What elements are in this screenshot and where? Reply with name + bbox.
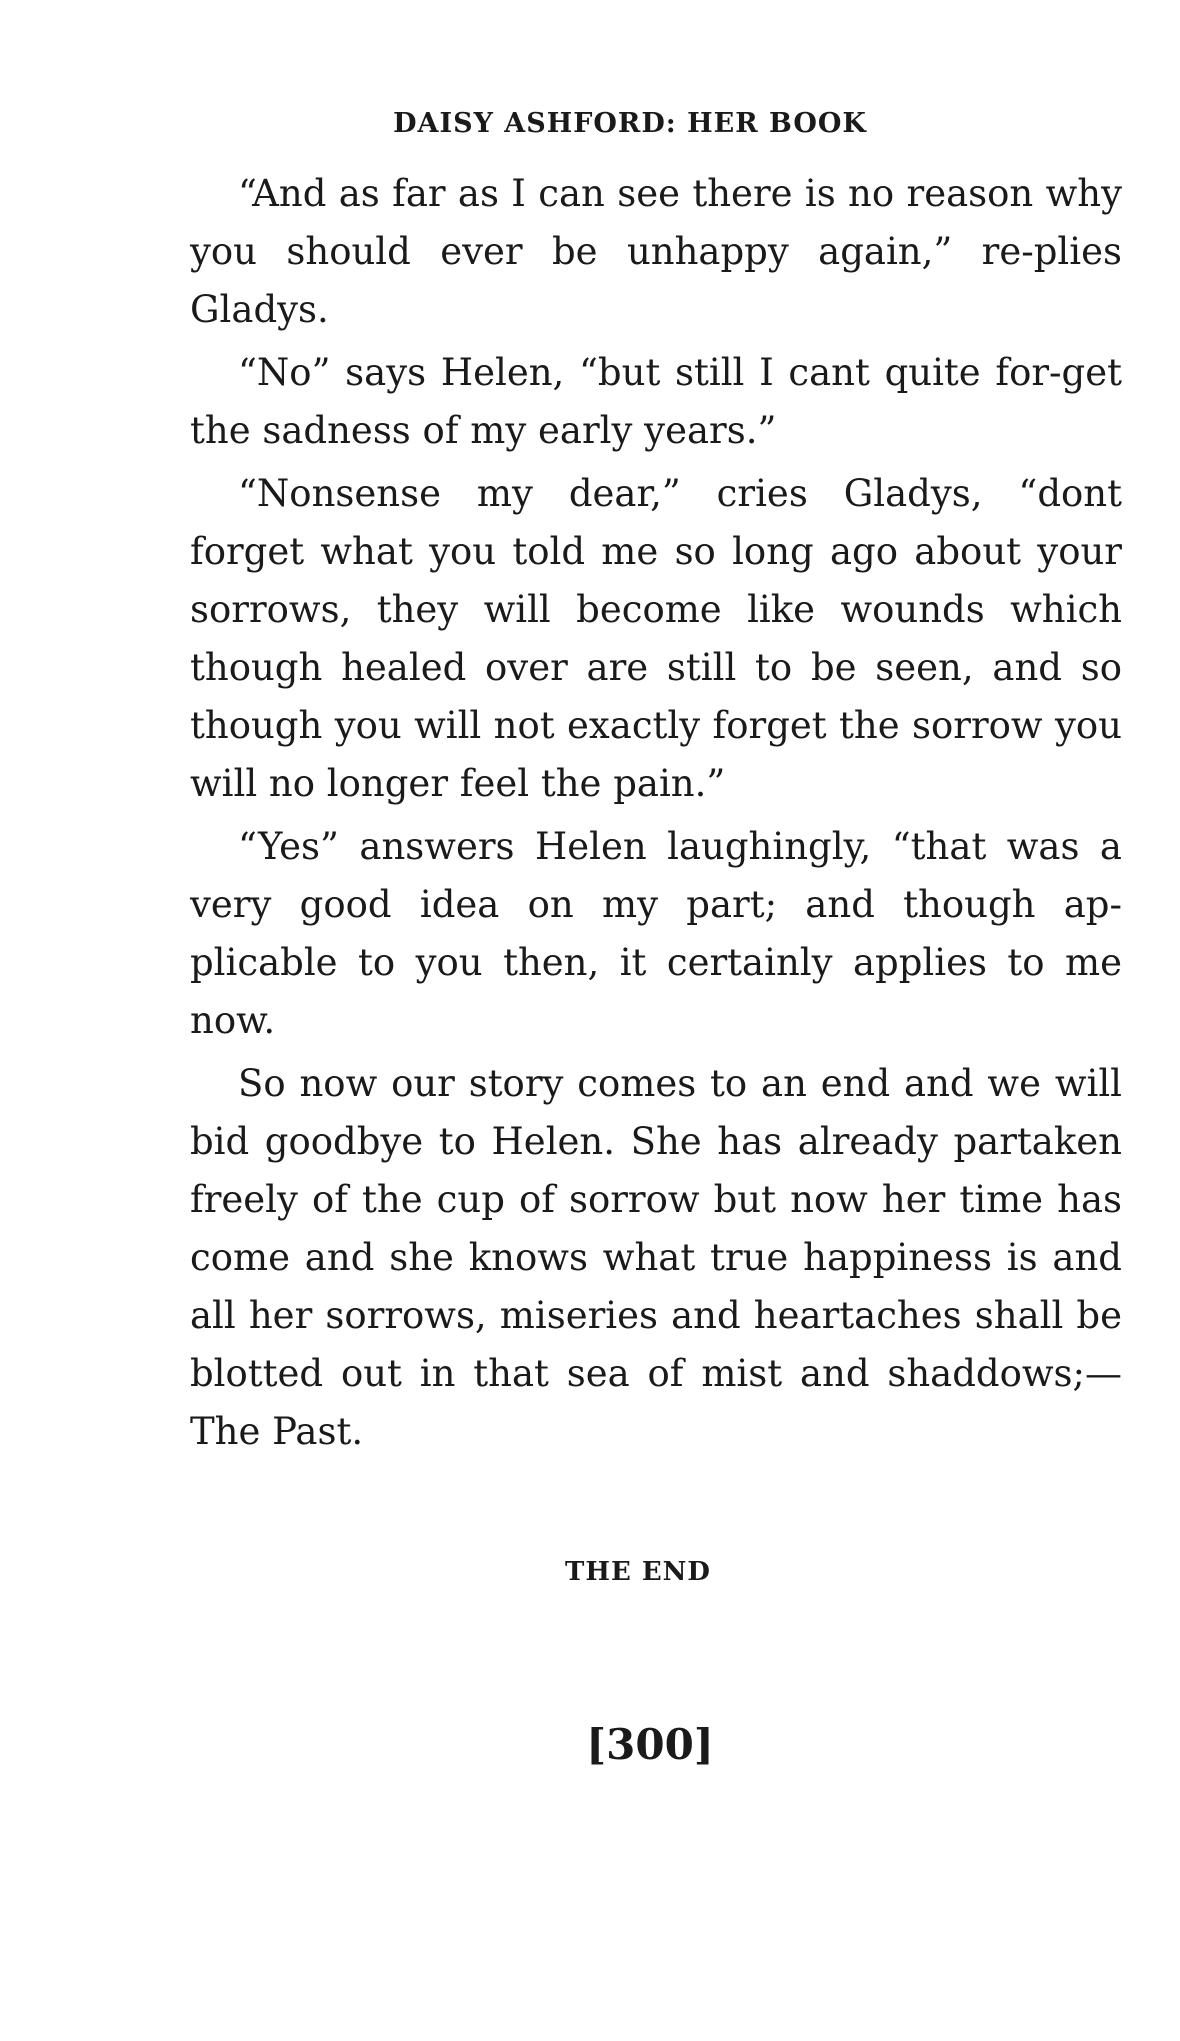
paragraph: “No” says Helen, “but still I cant quite for-get the sadness of my early years.”: [190, 351, 1122, 452]
paragraph: “Nonsense my dear,” cries Gladys, “dont forget what you told me so long ago about your sorrows, they will become like wounds which though healed over are still to be seen, and so though you will not exactly forget the sorrow you will no longer feel the pain.”: [190, 472, 1122, 805]
paragraph: “And as far as I can see there is no reason why you should ever be unhappy again,” re-plies Gladys.: [190, 172, 1122, 331]
end-mark: THE END: [565, 1557, 711, 1587]
paragraph: “Yes” answers Helen laughingly, “that was a very good idea on my part; and though ap-plicable to you then, it certainly applies to me now.: [190, 825, 1122, 1042]
running-head: DAISY ASHFORD: HER BOOK: [393, 108, 867, 139]
body-text: [190, 165, 1122, 1466]
page-number: [300]: [586, 1720, 714, 1769]
paragraph: So now our story comes to an end and we will bid goodbye to Helen. She has already partaken freely of the cup of sorrow but now her time has come and she knows what true happiness is and all her sorrows, miseries and heartaches shall be blotted out in that sea of mist and shaddows;—The Past.: [190, 1062, 1122, 1453]
